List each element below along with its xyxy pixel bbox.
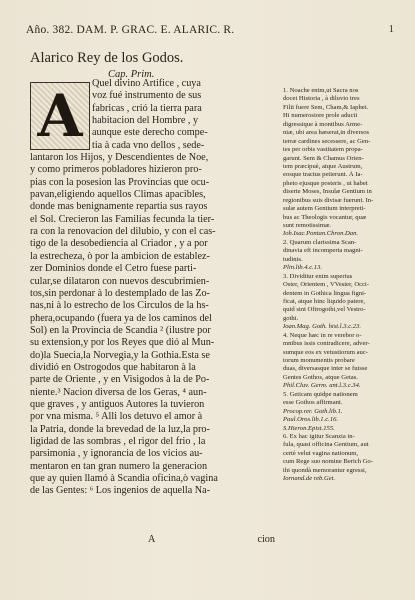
text-line: voz fué instrumento de sus <box>92 90 202 102</box>
text-line: tia à cada vno dellos , sede- <box>92 139 205 151</box>
text-line: tos,sin perdonar à lo destemplado de las Zo- <box>30 287 210 299</box>
note-citation: Procop.rer. Goth.lib.1. <box>283 407 343 415</box>
note-citation: S.Hieron.Epist.155. <box>283 424 335 432</box>
text-line: aunque este derecho compe- <box>92 127 208 139</box>
note-line: sulæ autem Gentium interpreti- <box>283 205 366 213</box>
text-line: donde mas benignamente repartia sus rayos <box>30 201 208 213</box>
note-line: Gentes Gothos, atque Getas. <box>283 373 358 381</box>
text-line: mentaron en tan gran numero la generacion <box>30 460 208 472</box>
note-line: diserte Moses, Insulæ Gentium in <box>283 188 372 196</box>
note-line: fula, quasi officina Gentium, aut <box>283 441 369 449</box>
marginal-notes-column <box>283 87 395 484</box>
text-line: ligidad de las sombras , el rigor del frio , la <box>30 435 206 447</box>
note-line: Oster, Orientem , VVester, Occi- <box>283 281 369 289</box>
text-line: que ay quien llamó à Scandia oficina,ò vagina <box>30 473 218 484</box>
text-line: Sol) en la Provincia de Scandia ² (ilustre por <box>30 324 211 336</box>
text-line: parsimonia , y ignorancia de los vicios au- <box>30 448 203 460</box>
text-line: habitacion del Hombre , y <box>92 115 199 127</box>
note-line: certè velut vagina nationum, <box>283 449 359 457</box>
text-line: dividió en Ostrogodos que habitaron à la <box>30 361 196 373</box>
note-line: thi quondà memorantur egressi, <box>283 466 367 474</box>
note-citation: Phil.Cluv. Germ. ant.l.3.c.34. <box>283 382 361 390</box>
text-line: que graves , y antiguos Autores la tuvieron <box>30 398 205 410</box>
note-line: niæ, ubi area hæserat,in diversos <box>283 129 370 137</box>
note-line: tudinis. <box>283 255 303 263</box>
note-line: sumque eos ex vetustiorum auc- <box>283 348 368 356</box>
initial-letter: A <box>37 82 83 150</box>
note-line: pheto ejusque posteris , ut habet <box>283 179 368 187</box>
main-text-column <box>30 78 275 498</box>
note-citation: Iornand.de reb.Get. <box>283 475 336 483</box>
note-citation: Paul.Oros.lib.1.c.16. <box>283 416 339 424</box>
note-line: 1. Noache enim,ut Sacra nos <box>283 87 359 94</box>
text-line: ra con la renovacion del dilubio, y con el cas- <box>30 226 216 238</box>
text-line: zer Dominios donde el Cetro fuese parti- <box>30 263 197 275</box>
note-line: tes per orbis vastitatem propa- <box>283 146 363 154</box>
note-citation: Ioh.Isac.Pontan.Chron.Dan. <box>283 230 359 238</box>
text-line: la Patria, donde la brevedad de la luz,la pro- <box>30 423 210 435</box>
note-line: terræ cardines secessere, ac Gen- <box>283 137 371 145</box>
note-line: Hi numerosiore prole aducti <box>283 112 358 120</box>
signature-mark: A <box>148 534 156 545</box>
note-line: mnibus issis contradicere, adver- <box>283 340 370 348</box>
page-title: Alarico Rey de los Godos. <box>30 50 184 66</box>
text-line: niente.³ Nacion diversa de los Geras, ⁴ aun- <box>30 386 207 398</box>
note-line: duas, diversasque inter se fuisse <box>283 365 368 373</box>
note-line: cum Rege suo nomine Berich Go- <box>283 458 373 466</box>
text-line: el Sol. Crecieron las Familias fecunda la tier- <box>30 213 215 225</box>
note-line: quid sint Oftrogothi,vel Vestro- <box>283 306 366 314</box>
note-line: gothi. <box>283 314 299 322</box>
text-line: pias con la posesion las Provincias que ocu- <box>30 176 210 188</box>
text-line: nas,ni à lo estrecho de los Circulos de la hs- <box>30 300 209 312</box>
note-citation: Plin.lib.4.c.13. <box>283 264 323 272</box>
text-line: Quel divino Artifice , cuya <box>92 78 201 89</box>
text-line: de las Gentes: ⁶ Los ingenios de aquella Na- <box>30 485 211 497</box>
note-line: docet Historia , à diluvio tres <box>283 95 360 103</box>
note-line: garunt. Sem & Chamus Orien- <box>283 154 364 162</box>
page-number: 1 <box>388 24 394 35</box>
text-line: tigo de la desobediencia al Criador , y a por <box>30 238 208 250</box>
text-line: fabricas , crió la tierra para <box>92 102 202 114</box>
text-line: parte de Oriente , y en Visigodos à la de Po- <box>30 374 210 386</box>
note-line: 5. Geticam quidpe nationem <box>283 390 358 398</box>
note-line: eosque tractus petierunt. À Ia- <box>283 171 363 179</box>
text-line: su extension,y por los Reyes que dió al Mun- <box>30 337 215 349</box>
text-line: cular,se dilataron con nuevos descubrimien- <box>30 275 210 287</box>
note-line: 6. Ex hac igitur Scanzia in- <box>283 432 355 440</box>
running-title: Año. 382. DAM. P. GRAC. E. ALARIC. R. <box>26 24 235 36</box>
note-line: sunt remotissimæ. <box>283 222 331 229</box>
note-line: esse Gothos affirmant. <box>283 399 343 407</box>
note-line: 3. Dividitur enim superius <box>283 272 353 280</box>
note-citation: Ioan.Mag. Goth. hist.l.3.c.23. <box>283 323 362 331</box>
text-line: do)la Suecia,la Norvegia,y la Gothia.Esta se <box>30 349 210 361</box>
note-line: Filii fuere Sem, Cham,& Iaphet. <box>283 103 369 111</box>
text-line: lantaron los Hijos, y Descendientes de Noe, <box>30 152 209 164</box>
note-line: regionibus suis divisæ fuerunt. In- <box>283 196 374 204</box>
text-line: phera,ocupando (fuera ya de los caminos del <box>30 312 212 324</box>
chapter-heading: Cap. Prim. <box>108 69 155 80</box>
note-line: 4. Neque hæc in re verebor o- <box>283 331 362 339</box>
note-line: tem præcipuè, atque Austrum, <box>283 162 363 170</box>
note-line: 2. Quarum clarissima Scan- <box>283 238 357 246</box>
note-line: digressique à montibus Arme- <box>283 120 363 128</box>
note-line: dentem in Gothica lingua figni- <box>283 289 367 297</box>
text-line: la estrecheza, ò por la ambicion de establez- <box>30 250 210 262</box>
text-line: por vna misma. ⁵ Alli los detuvo el amor à <box>30 411 203 423</box>
note-line: torum monumentis probare <box>283 357 355 364</box>
text-line: pavan,eligiendo aquellos Climas apacibles, <box>30 189 206 201</box>
note-line: dinavia eft incomperta magni- <box>283 247 363 255</box>
catchword: cion <box>257 534 275 545</box>
note-line: bus ac Theologis vocantur, quæ <box>283 213 367 221</box>
text-line: y como primeros pobladores hizieron pro- <box>30 164 202 176</box>
note-line: ficat, atque hinc liquido patere, <box>283 297 366 305</box>
